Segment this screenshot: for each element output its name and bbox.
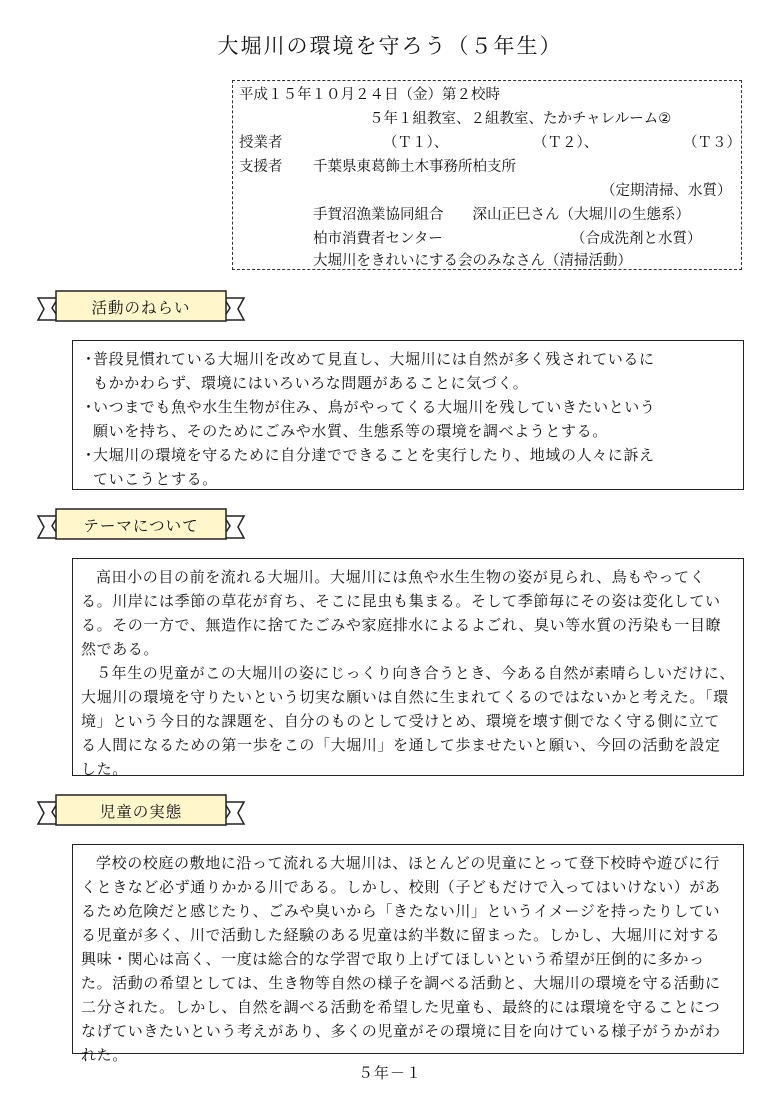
supporter-3: 柏市消費者センター <box>313 231 443 247</box>
aim-item: ・普段見慣れている大堀川を改めて見直し、大堀川には自然が多く残されているに もかかわらず、環境にはいろいろな問題があることに気づく。 <box>81 350 655 392</box>
supporter-4: 大堀川をきれいにする会のみなさん（清掃活動） <box>313 253 632 269</box>
theme-paragraph: ５年生の児童がこの大堀川の姿にじっくり向き合うとき、今ある自然が素晴らしいだけに、大堀川の環境を守りたいという切実な願いは自然に生まれてくるのではないかと考えた。「環境」という今日的な課題を、自分のものとして受けとめ、環境を壊す側でなく守る側に立てる人間になるための第一歩をこの「大堀川」を通して歩ませたいと願い、今回の活動を設定した。 <box>81 664 736 778</box>
supporter-1-note: （定期清掃、水質） <box>601 183 732 199</box>
section-banner-theme <box>36 506 236 544</box>
teacher-t1: （Ｔ１）、 <box>383 135 449 151</box>
aims-textbox <box>72 340 744 490</box>
lesson-info-box <box>232 80 742 270</box>
section-heading: 児童の実態 <box>99 803 183 821</box>
section-banner-students <box>36 792 236 830</box>
teacher-t3: （Ｔ３） <box>683 135 741 151</box>
supporter-3-note: （合成洗剤と水質） <box>571 231 702 247</box>
page-number: ５年－１ <box>357 1064 422 1082</box>
section-heading: テーマについて <box>83 517 199 535</box>
students-textbox <box>72 844 744 1064</box>
section-banner-aims <box>36 288 236 326</box>
supporter-2: 手賀沼漁業協同組合 深山正巳さん（大堀川の生態系） <box>313 207 690 223</box>
lesson-rooms: ５年１組教室、２組教室、たかチャレルーム② <box>369 111 672 127</box>
teacher-t2: （Ｔ２）、 <box>533 135 599 151</box>
teacher-label: 授業者 <box>239 135 283 151</box>
students-paragraph: 学校の校庭の敷地に沿って流れる大堀川は、ほとんどの児童にとって登下校時や遊びに行くときなど必ず通りかかる川である。しかし、校則（子どもだけで入ってはいけない）があるため危険だと感じたり、ごみや臭いから「きたない川」というイメージを持ったりしている児童が多く、川で活動した経験のある児童は約半数に留まった。しかし、大堀川に対する興味・関心は高く、一度は総合的な学習で取り上げてほしいという希望が圧倒的に多かった。活動の希望としては、生き物等自然の様子を調べる活動と、大堀川の環境を守る活動に二分された。しかし、自然を調べる活動を希望した児童も、最終的には環境を守ることにつなげていきたいという考えがあり、多くの児童がその環境に目を向けている様子がうかがわれた。 <box>81 854 721 1064</box>
aim-item: ・いつまでも魚や水生生物が住み、鳥がやってくる大堀川を残していきたいという 願いを持ち、そのためにごみや水質、生態系等の環境を調べようとする。 <box>81 398 656 440</box>
section-heading: 活動のねらい <box>91 299 191 317</box>
support-label: 支援者 <box>239 159 283 175</box>
lesson-date: 平成１５年１０月２４日（金）第２校時 <box>239 87 500 103</box>
supporter-1: 千葉県東葛飾土木事務所柏支所 <box>313 159 516 175</box>
aim-item: ・大堀川の環境を守るために自分達でできることを実行したり、地域の人々に訴え ていこうとする。 <box>81 446 655 488</box>
theme-textbox <box>72 558 744 776</box>
theme-paragraph: 高田小の目の前を流れる大堀川。大堀川には魚や水生生物の姿が見られ、鳥もやってくる。川岸には季節の草花が育ち、そこに昆虫も集まる。そして季節毎にその姿は変化している。その一方で、無造作に捨てたごみや家庭排水によるよごれ、臭い等水質の汚染も一目瞭然である。 <box>81 568 722 658</box>
page-title: 大堀川の環境を守ろう（５年生） <box>217 34 563 58</box>
